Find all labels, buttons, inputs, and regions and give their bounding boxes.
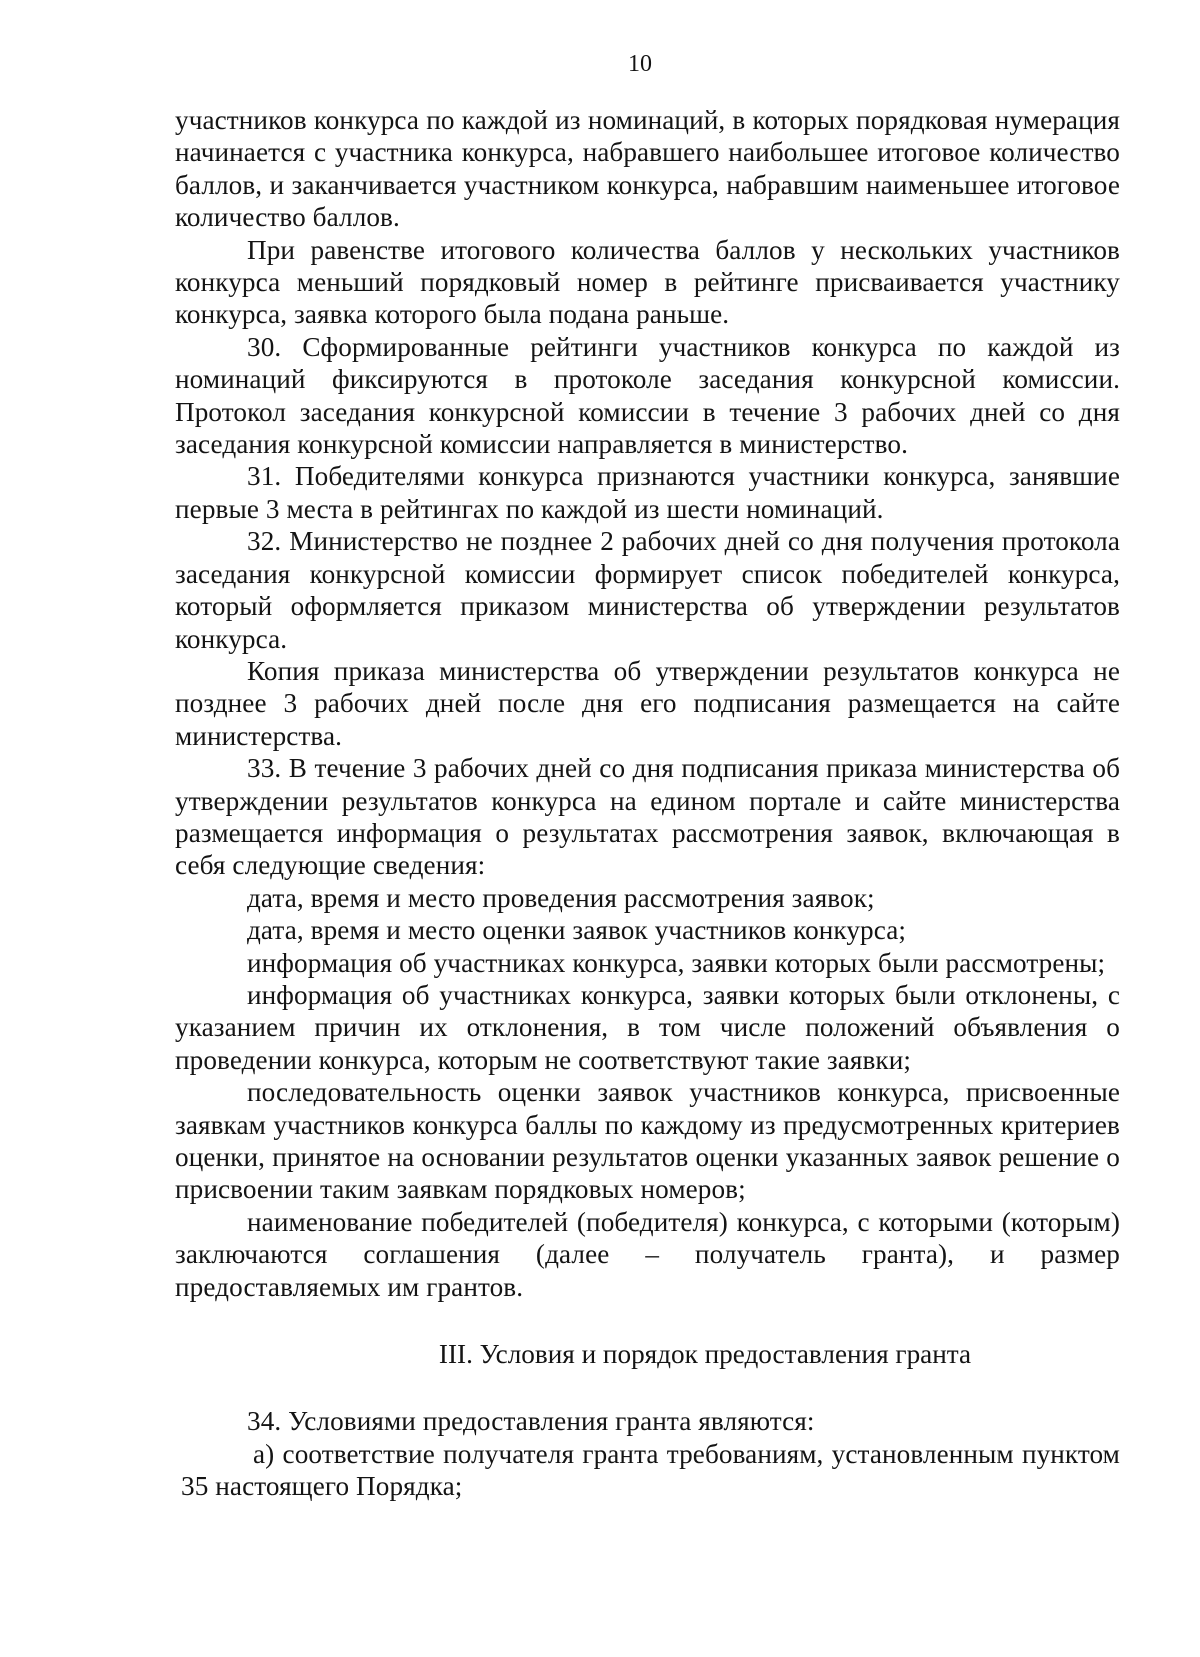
paragraph-item-34: 34. Условиями предоставления гранта являются: [247,1406,815,1437]
paragraph-item-33: 33. В течение 3 рабочих дней со дня подписания приказа министерства об утверждении результатов конкурса на едином портале и сайте министерства размещается информация о результатах рассмотрения заявок, включающая в себя следующие сведения: [175,753,1120,881]
list-item-rejected-participants: информация об участниках конкурса, заявки которых были отклонены, с указанием причин их отклонения, в том числе положений объявления о проведении конкурса, которым не соответствуют такие заявки; [175,979,1120,1075]
paragraph-item-30: 30. Сформированные рейтинги участников конкурса по каждой из номинаций фиксируются в протоколе заседания конкурсной комиссии. Протокол заседания конкурсной комиссии в течение 3 рабочих дней со дня заседания конкурсной комиссии направляется в министерство. [175,331,1120,460]
list-item-review-date: дата, время и место проведения рассмотрения заявок; [247,882,875,913]
list-item-reviewed-participants: информация об участниках конкурса, заявки которых были рассмотрены; [247,947,1106,978]
section-heading: III. Условия и порядок предоставления гранта [438,1339,972,1370]
list-item-evaluation-sequence: последовательность оценки заявок участников конкурса, присвоенные заявкам участников конкурса баллы по каждому из предусмотренных критериев оценки, принятое на основании результатов оценки указанных заявок решение о присвоении таким заявкам порядковых номеров; [175,1077,1120,1205]
paragraph-item-31: 31. Победителями конкурса признаются участники конкурса, занявшие первые 3 места в рейтингах по каждой из шести номинаций. [175,461,1120,524]
paragraph-order-copy: Копия приказа министерства об утверждении результатов конкурса не позднее 3 рабочих дней после дня его подписания размещается на сайте министерства. [175,655,1120,751]
paragraph-item-32: 32. Министерство не позднее 2 рабочих дней со дня получения протокола заседания конкурсной комиссии формирует список победителей конкурса, который оформляется приказом министерства об утверждении результатов конкурса. [175,526,1120,654]
list-item-winners: наименование победителей (победителя) конкурса, с которыми (которым) заключаются соглашения (далее – получатель гранта), и размер предоставляемых им грантов. [175,1206,1120,1302]
page-number: 10 [628,51,652,77]
document-body [175,104,1120,1503]
paragraph-equal-scores: При равенстве итогового количества баллов у нескольких участников конкурса меньший порядковый номер в рейтинге присваивается участнику конкурса, заявка которого была подана раньше. [175,234,1120,330]
list-item-a: а) соответствие получателя гранта требованиям, установленным пунктом 35 настоящего Порядка; [181,1438,1120,1502]
list-item-evaluation-date: дата, время и место оценки заявок участников конкурса; [247,915,907,946]
paragraph-ranking-continuation: участников конкурса по каждой из номинаций, в которых порядковая нумерация начинается с участника конкурса, набравшего наибольшее итоговое количество баллов, и заканчивается участником конкурса, набравшим наименьшее итоговое количество баллов. [175,105,1120,233]
